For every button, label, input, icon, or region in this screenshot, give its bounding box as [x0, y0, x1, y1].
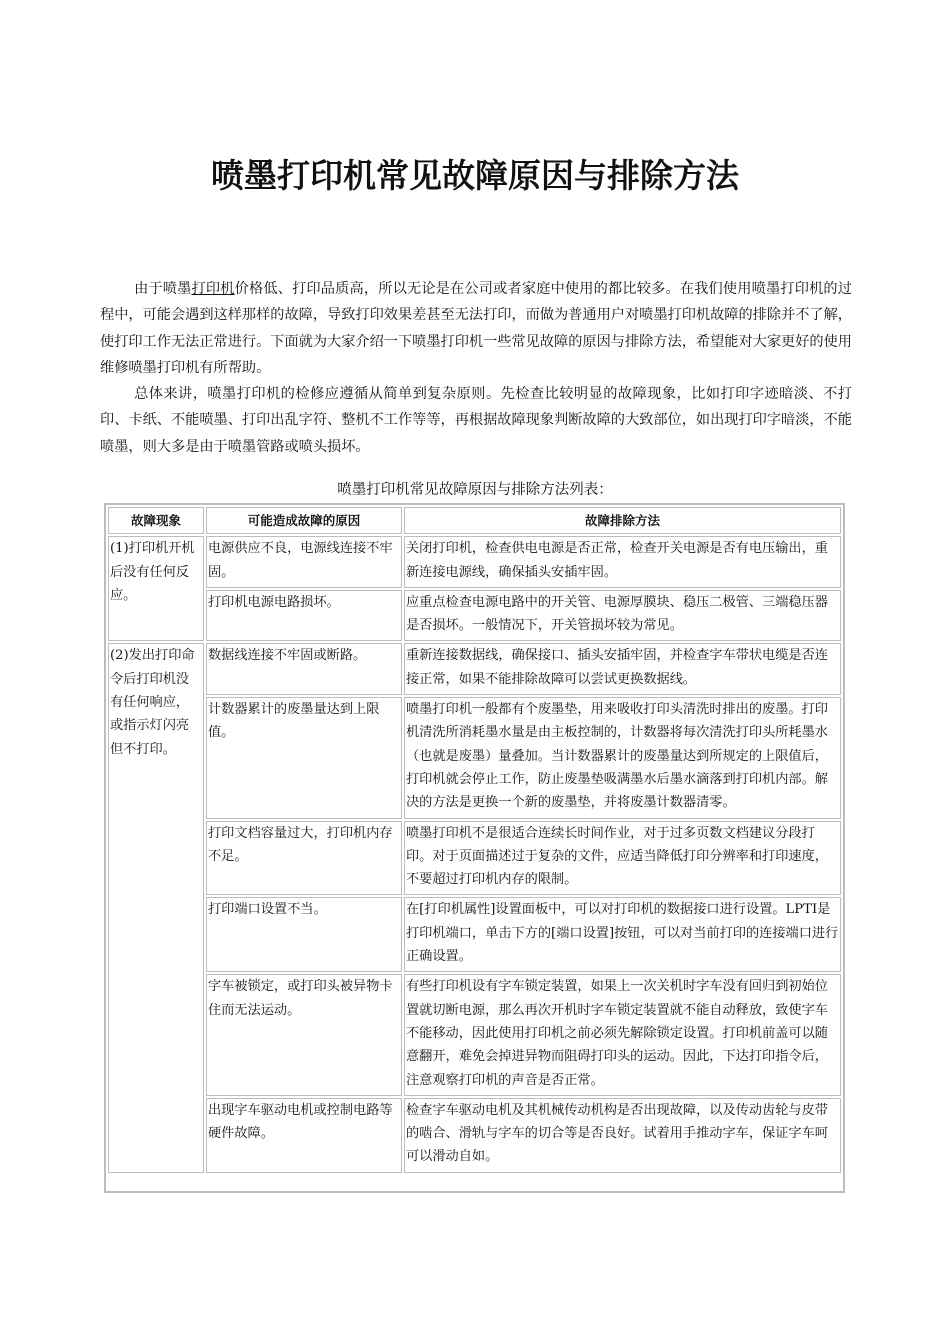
- table-row: [108, 697, 841, 818]
- table-caption: 喷墨打印机常见故障原因与排除方法列表：: [337, 482, 613, 498]
- intro-section: [100, 276, 852, 460]
- cause-cell: 电源供应不良，电源线连接不牢固。: [206, 536, 402, 588]
- fix-cell: 应重点检查电源电路中的开关管、电源厚膜块、稳压二极管、三端稳压器是否损坏。一般情况下，开关管损坏较为常见。: [404, 590, 841, 642]
- symptom-cell: (2)发出打印命令后打印机没有任何响应，或指示灯闪亮但不打印。: [108, 643, 204, 1172]
- table-row: [108, 821, 841, 896]
- cause-cell: 字车被锁定，或打印头被异物卡住而无法运动。: [206, 974, 402, 1095]
- table-header-row: [108, 507, 841, 534]
- intro-paragraph-1: 由于喷墨打印机价格低、打印品质高，所以无论是在公司或者家庭中使用的都比较多。在我们使用喷墨打印机的过程中，可能会遇到这样那样的故障，导致打印效果差甚至无法打印，而做为普通用户对喷墨打印机故障的排除并不了解，使打印工作无法正常进行。下面就为大家介绍一下喷墨打印机一些常见故障的原因与排除方法，希望能对大家更好的使用维修喷墨打印机有所帮助。: [100, 281, 852, 376]
- fault-table-frame: [104, 503, 845, 1193]
- table-row: [108, 974, 841, 1095]
- table-row: [108, 590, 841, 642]
- fix-cell: 有些打印机设有字车锁定装置，如果上一次关机时字车没有回归到初始位置就切断电源，那么再次开机时字车锁定装置就不能自动释放，致使字车不能移动，因此使用打印机之前必须先解除锁定设置。打印机前盖可以随意翻开，难免会掉进异物而阻碍打印头的运动。因此，下达打印指令后，注意观察打印机的声音是否正常。: [404, 974, 841, 1095]
- fix-cell: 关闭打印机，检查供电电源是否正常，检查开关电源是否有电压输出，重新连接电源线，确保插头安插牢固。: [404, 536, 841, 588]
- fix-cell: 喷墨打印机不是很适合连续长时间作业，对于过多页数文档建议分段打印。对于页面描述过于复杂的文件，应适当降低打印分辨率和打印速度，不要超过打印机内存的限制。: [404, 821, 841, 896]
- cause-cell: 打印文档容量过大，打印机内存不足。: [206, 821, 402, 896]
- table-row: [108, 536, 841, 588]
- table-row: [108, 1098, 841, 1173]
- table-row: [108, 643, 841, 695]
- header-symptom: 故障现象: [108, 507, 204, 534]
- table-row: [108, 897, 841, 972]
- fault-table: [106, 505, 843, 1175]
- fix-cell: 喷墨打印机一般都有个废墨垫，用来吸收打印头清洗时排出的废墨。打印机清洗所消耗墨水量是由主板控制的，计数器将每次清洗打印头所耗墨水（也就是废墨）量叠加。当计数器累计的废墨量达到所规定的上限值后，打印机就会停止工作，防止废墨垫吸满墨水后墨水滴落到打印机内部。解决的方法是更换一个新的废墨垫，并将废墨计数器清零。: [404, 697, 841, 818]
- header-cause: 可能造成故障的原因: [206, 507, 402, 534]
- cause-cell: 出现字车驱动电机或控制电路等硬件故障。: [206, 1098, 402, 1173]
- cause-cell: 打印端口设置不当。: [206, 897, 402, 972]
- intro-paragraph-2: 总体来讲，喷墨打印机的检修应遵循从简单到复杂原则。先检查比较明显的故障现象，比如打印字迹暗淡、不打印、卡纸、不能喷墨、打印出乱字符、整机不工作等等，再根据故障现象判断故障的大致部位，如出现打印字暗淡，不能喷墨，则大多是由于喷墨管路或喷头损坏。: [100, 386, 852, 455]
- symptom-cell: (1)打印机开机后没有任何反应。: [108, 536, 204, 641]
- header-fix: 故障排除方法: [404, 507, 841, 534]
- cause-cell: 计数器累计的废墨量达到上限值。: [206, 697, 402, 818]
- cause-cell: 打印机电源电路损坏。: [206, 590, 402, 642]
- fix-cell: 在[打印机属性]设置面板中，可以对打印机的数据接口进行设置。LPTI是打印机端口，单击下方的[端口设置]按钮，可以对当前打印的连接端口进行正确设置。: [404, 897, 841, 972]
- fix-cell: 重新连接数据线，确保接口、插头安插牢固，并检查字车带状电缆是否连接正常，如果不能排除故障可以尝试更换数据线。: [404, 643, 841, 695]
- fix-cell: 检查字车驱动电机及其机械传动机构是否出现故障，以及传动齿轮与皮带的啮合、滑轨与字车的切合等是否良好。试着用手推动字车，保证字车呵可以滑动自如。: [404, 1098, 841, 1173]
- document-title: 喷墨打印机常见故障原因与排除方法: [211, 156, 739, 195]
- cause-cell: 数据线连接不牢固或断路。: [206, 643, 402, 695]
- printer-link[interactable]: 打印机: [191, 281, 235, 297]
